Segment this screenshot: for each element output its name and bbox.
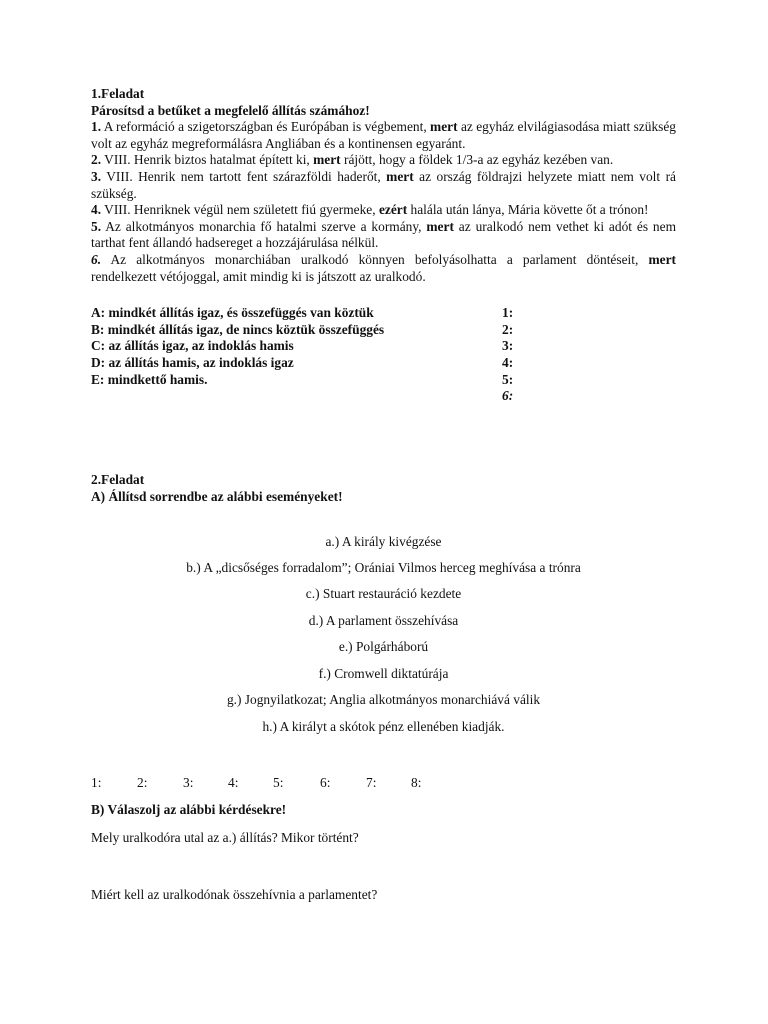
order-slot[interactable]: 8: — [411, 775, 422, 790]
order-slot[interactable]: 1: — [91, 775, 102, 790]
statement-number: 1. — [91, 119, 102, 135]
event-item: d.) A parlament összehívása — [308, 613, 459, 628]
answer-slot-3[interactable]: 3: — [502, 338, 514, 354]
statement-keyword: mert — [430, 119, 458, 135]
statement-number: 2. — [91, 152, 102, 168]
statement-number: 5. — [91, 218, 102, 234]
answer-slot-1[interactable]: 1: — [502, 305, 514, 321]
options-block — [91, 305, 676, 404]
option-b: B: mindkét állítás igaz, de nincs köztük összefüggés — [91, 321, 385, 337]
statement-number: 3. — [91, 168, 102, 184]
statement-2 — [91, 152, 676, 169]
order-slot[interactable]: 5: — [273, 775, 284, 790]
task2-part-a: A) Állítsd sorrendbe az alábbi eseményeket! — [91, 488, 343, 504]
statement-keyword: mert — [648, 251, 676, 267]
statement-keyword: ezért — [378, 202, 408, 218]
order-slot[interactable]: 4: — [228, 775, 239, 790]
statement-reason: halála után lánya, Mária követte őt a trónon! — [407, 202, 649, 218]
statement-reason: az ország földrajzi helyzete miatt nem volt rá szükség. — [91, 168, 676, 201]
answer-slot-4[interactable]: 4: — [502, 354, 514, 370]
statement-reason: rendelkezett vétójoggal, amit mindig ki is játszott az uralkodó. — [91, 268, 426, 284]
question-1: Mely uralkodóra utal az a.) állítás? Mikor történt? — [91, 830, 359, 845]
statement-text: VIII. Henrik biztos hatalmat épített ki, — [101, 152, 314, 168]
answer-slot-6[interactable]: 6: — [502, 388, 514, 404]
task1-instruction: Párosítsd a betűket a megfelelő állítás számához! — [91, 102, 370, 118]
option-a: A: mindkét állítás igaz, és összefüggés van köztük — [91, 305, 374, 321]
statement-text: VIII. Henrik nem tartott fent szárazföldi haderőt, — [101, 168, 387, 184]
task2-heading: 2.Feladat — [91, 472, 145, 487]
event-item: g.) Jognyilatkozat; Anglia alkotmányos monarchiává válik — [226, 692, 541, 707]
statement-text: Az alkotmányos monarchia fő hatalmi szerve a kormány, — [101, 218, 427, 234]
statement-5 — [91, 219, 676, 252]
task2-part-b: B) Válaszolj az alábbi kérdésekre! — [91, 802, 287, 817]
document-page — [91, 86, 676, 902]
statement-1 — [91, 119, 676, 152]
event-item: e.) Polgárháború — [338, 639, 429, 654]
order-slot[interactable]: 6: — [320, 775, 331, 790]
option-e: E: mindkettő hamis. — [91, 371, 208, 387]
event-item: h.) A királyt a skótok pénz ellenében kiadják. — [262, 719, 505, 734]
statement-3 — [91, 169, 676, 202]
option-d: D: az állítás hamis, az indoklás igaz — [91, 354, 294, 370]
task2-section — [91, 472, 676, 505]
event-item: c.) Stuart restauráció kezdete — [305, 586, 462, 601]
event-item: f.) Cromwell diktatúrája — [318, 666, 449, 681]
statement-reason: rájött, hogy a földek 1/3-a az egyház kezében van. — [340, 152, 614, 168]
order-slot[interactable]: 3: — [183, 775, 194, 790]
statement-keyword: mert — [313, 152, 341, 168]
event-item: a.) A király kivégzése — [325, 534, 442, 549]
answer-slot-5[interactable]: 5: — [502, 371, 514, 387]
statement-text: VIII. Henriknek végül nem született fiú gyermeke, — [101, 202, 379, 218]
statement-number: 4. — [91, 202, 102, 218]
statement-number: 6. — [91, 251, 102, 267]
question-2: Miért kell az uralkodónak összehívnia a parlamentet? — [91, 887, 378, 902]
statement-6 — [91, 252, 676, 285]
statement-reason: az uralkodó nem vethet ki adót és nem tarthat fent állandó hadsereget a hozzájárulása nélkül. — [91, 218, 676, 251]
task1-heading: 1.Feladat — [91, 86, 145, 101]
answer-slot-2[interactable]: 2: — [502, 321, 514, 337]
statement-reason: az egyház elvilágiasodása miatt szükség volt az egyház megreformálásra Angliában és a kontinensen egyaránt. — [91, 119, 676, 151]
statement-text: Az alkotmányos monarchiában uralkodó könnyen befolyásolhatta a parlament döntéseit, — [101, 251, 649, 267]
statement-text: A reformáció a szigetországban és Európában is végbement, — [101, 119, 431, 135]
statement-keyword: mert — [426, 218, 454, 234]
order-slot[interactable]: 7: — [366, 775, 377, 790]
option-c: C: az állítás igaz, az indoklás hamis — [91, 338, 294, 354]
statement-list — [91, 119, 676, 285]
event-item: b.) A „dicsőséges forradalom”; Orániai Vilmos herceg meghívása a trónra — [186, 560, 581, 575]
statement-4 — [91, 202, 676, 219]
statement-keyword: mert — [386, 168, 414, 184]
order-slot[interactable]: 2: — [137, 775, 148, 790]
